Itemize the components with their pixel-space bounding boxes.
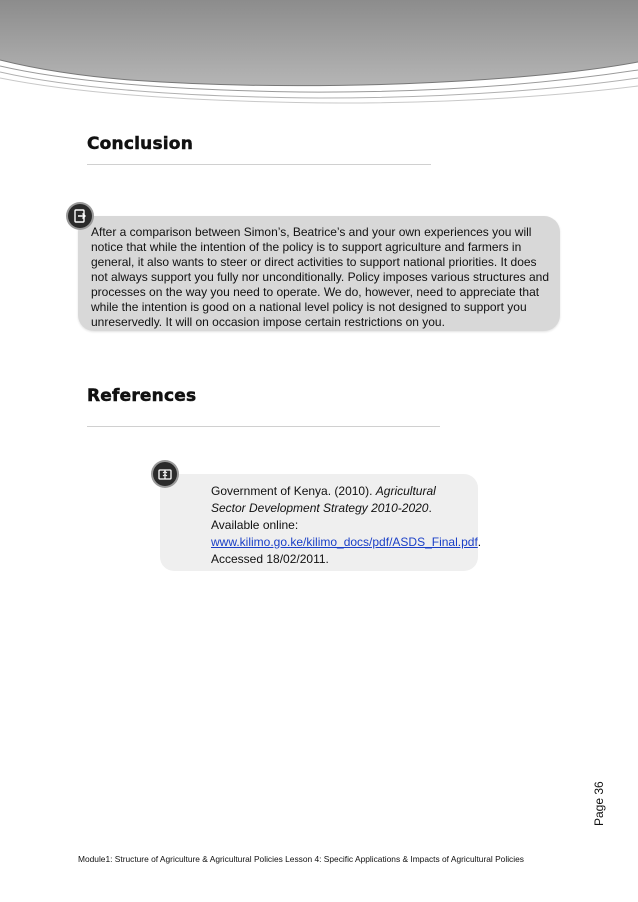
document-arrow-icon — [68, 204, 92, 228]
references-divider — [87, 426, 440, 427]
page-number: Page 36 — [592, 781, 606, 826]
reference-author: Government of Kenya. (2010). — [211, 484, 376, 498]
reference-title: Agricultural Sector Development Strategy 2010-2020 — [211, 484, 436, 515]
reference-accessed: . Accessed 18/02/2011. — [211, 535, 482, 566]
conclusion-divider — [87, 164, 431, 165]
book-reference-icon — [153, 462, 177, 486]
page-footer: Module1: Structure of Agriculture & Agricultural Policies Lesson 4: Specific Applications & Impacts of Agricultural Policies — [78, 854, 524, 864]
conclusion-text: After a comparison between Simon’s, Beatrice’s and your own experiences you will notice that while the intention of the policy is to support agriculture and farmers in general, it also wants to steer or direct activities to support national priorities. It does not always support you fully nor unconditionally. Policy imposes various structures and processes on the way you need to operate. We do, however, need to appreciate that while the intention is good on a national level policy is not designed to support you unreservedly. It will on occasion impose certain restrictions on you. — [91, 225, 550, 329]
reference-entry — [211, 483, 482, 568]
reference-link[interactable]: www.kilimo.go.ke/kilimo_docs/pdf/ASDS_Final.pdf — [211, 535, 478, 549]
references-heading: References — [87, 386, 197, 406]
header-wave-decoration — [0, 0, 638, 110]
conclusion-heading: Conclusion — [87, 134, 193, 154]
reference-available: . Available online: — [211, 501, 432, 532]
